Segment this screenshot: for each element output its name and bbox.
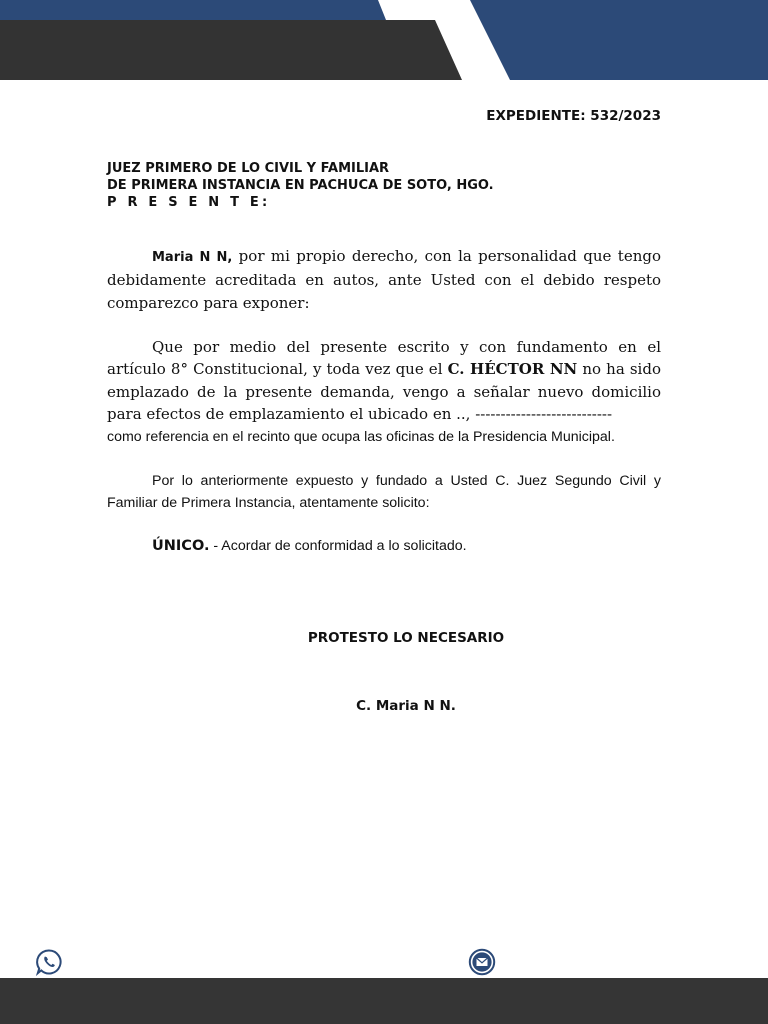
header-blue-band — [470, 0, 768, 80]
paragraph-1-text: por mi propio derecho, con la personalidad que tengo debidamente acreditada en autos, ante Usted con el debido respeto comparezco para exponer: — [107, 247, 661, 312]
addressee-line-2: DE PRIMERA INSTANCIA EN PACHUCA DE SOTO, HGO. — [107, 178, 494, 193]
addressee-line-1: JUEZ PRIMERO DE LO CIVIL Y FAMILIAR — [107, 161, 390, 176]
header-blue-strip-left — [0, 0, 386, 20]
closing-statement: PROTESTO LO NECESARIO — [307, 630, 505, 646]
addressee-block — [107, 160, 494, 211]
defendant-name: C. HÉCTOR NN — [447, 360, 578, 379]
whatsapp-icon[interactable] — [35, 948, 63, 976]
paragraph-request — [107, 336, 661, 448]
header-dark-band — [0, 20, 462, 80]
mail-icon[interactable] — [468, 948, 496, 976]
unico-label: ÚNICO. — [152, 538, 210, 554]
paragraph-unico — [107, 535, 661, 557]
signature-name: C. Maria N N. — [356, 698, 456, 714]
paragraph-4-text: - Acordar de conformidad a lo solicitado. — [209, 538, 467, 554]
header-decoration — [0, 0, 768, 82]
paragraph-petition — [107, 470, 661, 514]
footer-band — [0, 978, 768, 1024]
paragraph-2-text-after: no ha sido emplazado de la presente demanda, vengo a señalar nuevo domicilio para efectos de emplazamiento el ubicado en .., --------------------------- — [107, 360, 661, 424]
paragraph-2-last-line: como referencia en el recinto que ocupa las oficinas de la Presidencia Municipal. — [107, 428, 615, 445]
addressee-line-3: P R E S E N T E: — [107, 195, 271, 210]
paragraph-2-text-before: Que por medio del presente escrito y con fundamento en el artículo 8° Constitucional, y toda vez que el — [107, 338, 661, 379]
paragraph-introduction — [107, 245, 661, 314]
paragraph-3-text: Por lo anteriormente expuesto y fundado a Usted C. Juez Segundo Civil y Familiar de Primera Instancia, atentamente solicito: — [107, 473, 661, 511]
expediente-number: EXPEDIENTE: 532/2023 — [486, 108, 661, 124]
petitioner-name: Maria N N, — [152, 250, 233, 265]
